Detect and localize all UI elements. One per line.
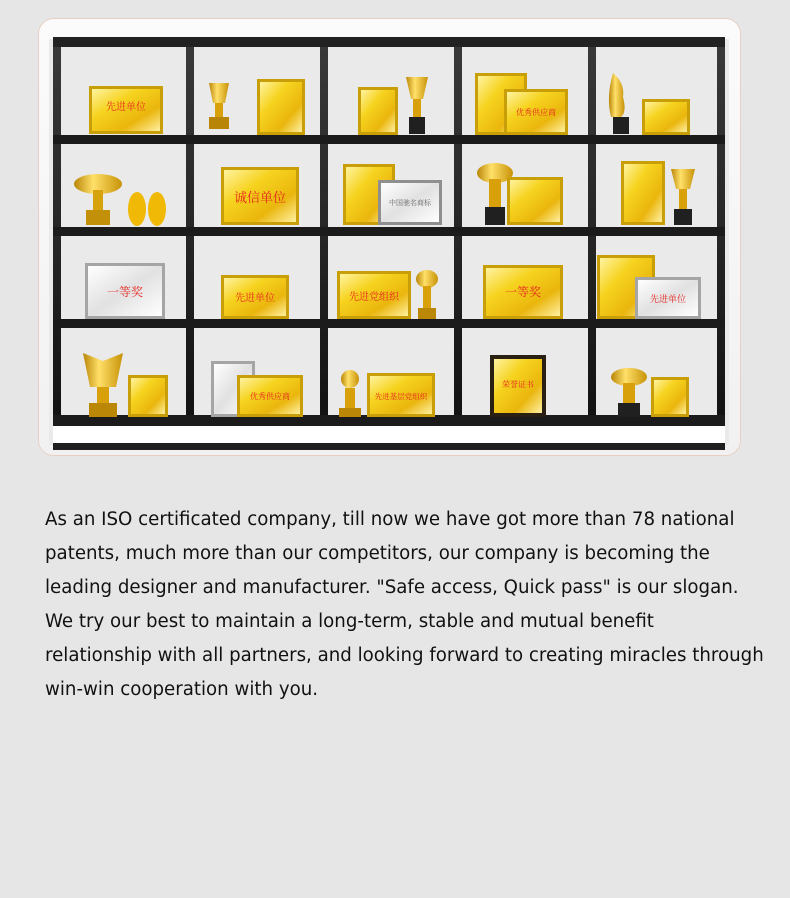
certificate-gold — [89, 86, 163, 134]
certificate-gold — [490, 355, 546, 417]
svg-text:优秀供应商: 优秀供应商 — [250, 392, 290, 401]
svg-text:先进单位: 先进单位 — [649, 295, 687, 305]
certificate-gold — [221, 167, 299, 225]
certificate-gold — [651, 377, 689, 417]
certificate-silver — [378, 180, 442, 225]
certificate-gold — [257, 79, 305, 135]
certificate-gold — [237, 375, 303, 417]
certificate-gold — [483, 265, 563, 319]
certificate-gold — [507, 177, 563, 225]
svg-text:先进单位: 先进单位 — [235, 293, 275, 304]
certificate-gold — [367, 373, 435, 417]
trophy-shelf-scene — [39, 19, 740, 455]
svg-text:中国驰名商标: 中国驰名商标 — [389, 199, 431, 207]
honor-display-photo — [38, 18, 741, 456]
certificate-silver — [635, 277, 701, 319]
svg-text:优秀供应商: 优秀供应商 — [516, 108, 556, 117]
svg-text:一等奖: 一等奖 — [504, 285, 542, 299]
company-description: As an ISO certificated company, till now we have got more than 78 national patents, much more than our competitors, our company is becoming the leading designer and manufacturer. "Safe access, Quick pass" is our slogan. We try our best to maintain a long-term, stable and mutual benefit relationship with all partners, and looking forward to creating miracles through win-win cooperation with you. — [45, 509, 764, 700]
certificate-gold — [221, 275, 289, 319]
certificate-gold — [358, 87, 398, 135]
svg-text:荣誉证书: 荣誉证书 — [502, 380, 534, 389]
svg-text:一等奖: 一等奖 — [106, 285, 144, 299]
certificate-gold — [128, 375, 168, 417]
certificate-gold — [337, 271, 411, 319]
certificate-gold — [621, 161, 665, 225]
svg-text:先进单位: 先进单位 — [106, 102, 146, 113]
svg-text:先进党组织: 先进党组织 — [349, 292, 399, 303]
certificate-silver — [85, 263, 165, 319]
svg-text:诚信单位: 诚信单位 — [233, 191, 287, 206]
svg-text:先进基层党组织: 先进基层党组织 — [374, 392, 428, 401]
certificate-gold — [642, 99, 690, 135]
